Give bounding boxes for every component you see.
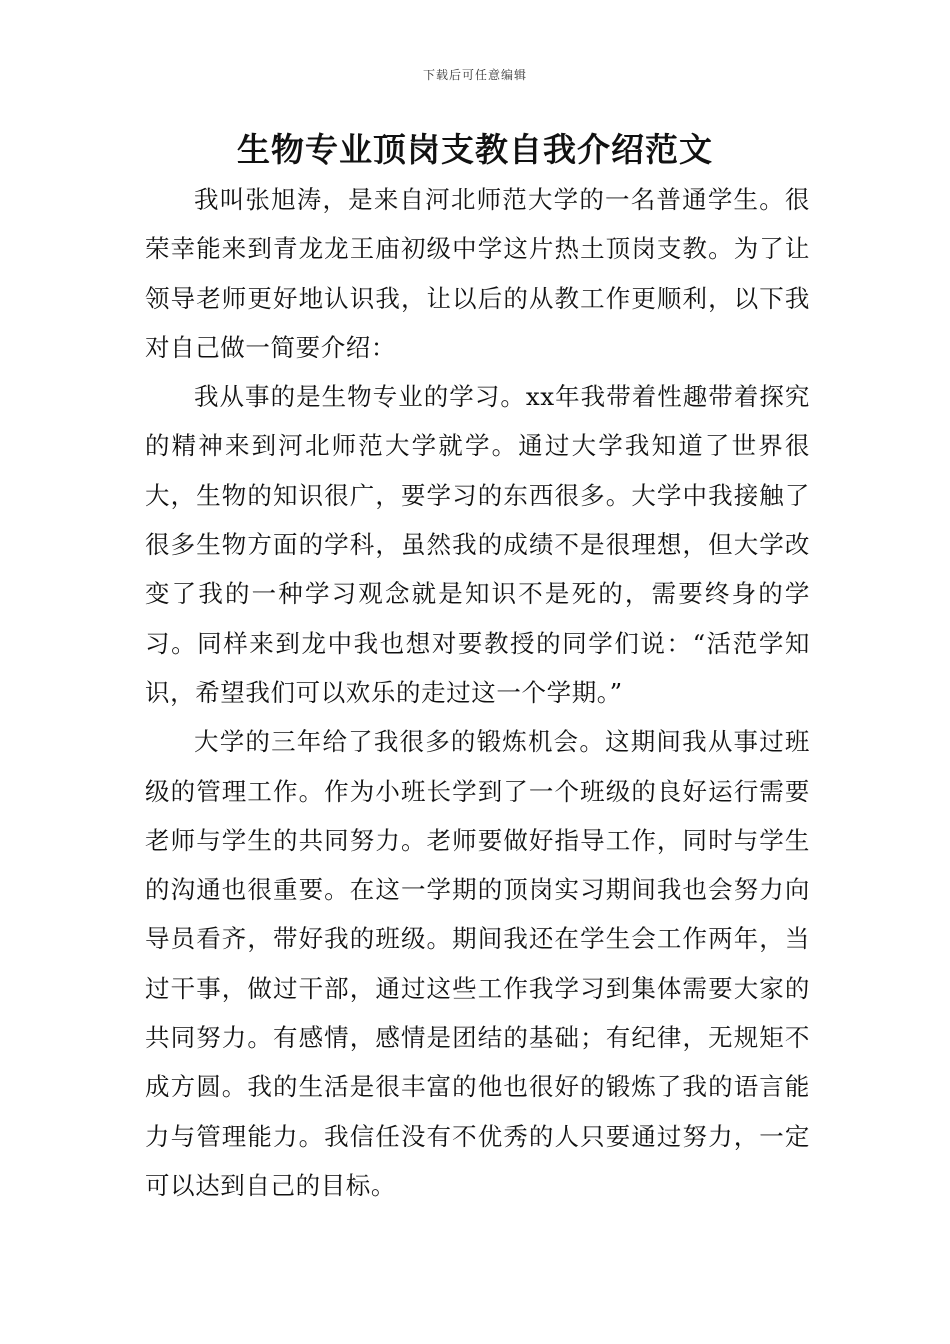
header-note: 下载后可任意编辑 bbox=[422, 68, 527, 82]
paragraph-experience: 大学的三年给了我很多的锻炼机会。这期间我从事过班级的管理工作。作为小班长学到了一个班级的良好运行需要老师与学生的共同努力。老师要做好指导工作，同时与学生的沟通也很重要。在这一学期的顶岗实习期间我也会努力向导员看齐，带好我的班级。期间我还在学生会工作两年，当过干事，做过干部，通过这些工作我学习到集体需要大家的共同努力。有感情，感情是团结的基础；有纪律，无规矩不成方圆。我的生活是很丰富的他也很好的锻炼了我的语言能力与管理能力。我信任没有不优秀的人只要通过努力，一定可以达到自己的目标。 bbox=[145, 727, 810, 1200]
paragraph-intro: 我叫张旭涛，是来自河北师范大学的一名普通学生。很荣幸能来到青龙龙王庙初级中学这片热土顶岗支教。为了让领导老师更好地认识我，让以后的从教工作更顺利，以下我对自己做一简要介绍： bbox=[145, 185, 810, 362]
document-body bbox=[145, 175, 810, 1210]
document-title: 生物专业顶岗支教自我介绍范文 bbox=[237, 130, 713, 169]
paragraph-major: 我从事的是生物专业的学习。xx年我带着性趣带着探究的精神来到河北师范大学就学。通过大学我知道了世界很大，生物的知识很广，要学习的东西很多。大学中我接触了很多生物方面的学科，虽然我的成绩不是很理想，但大学改变了我的一种学习观念就是知识不是死的，需要终身的学习。同样来到龙中我也想对要教授的同学们说：“活范学知识，希望我们可以欢乐的走过这一个学期。” bbox=[145, 382, 810, 707]
